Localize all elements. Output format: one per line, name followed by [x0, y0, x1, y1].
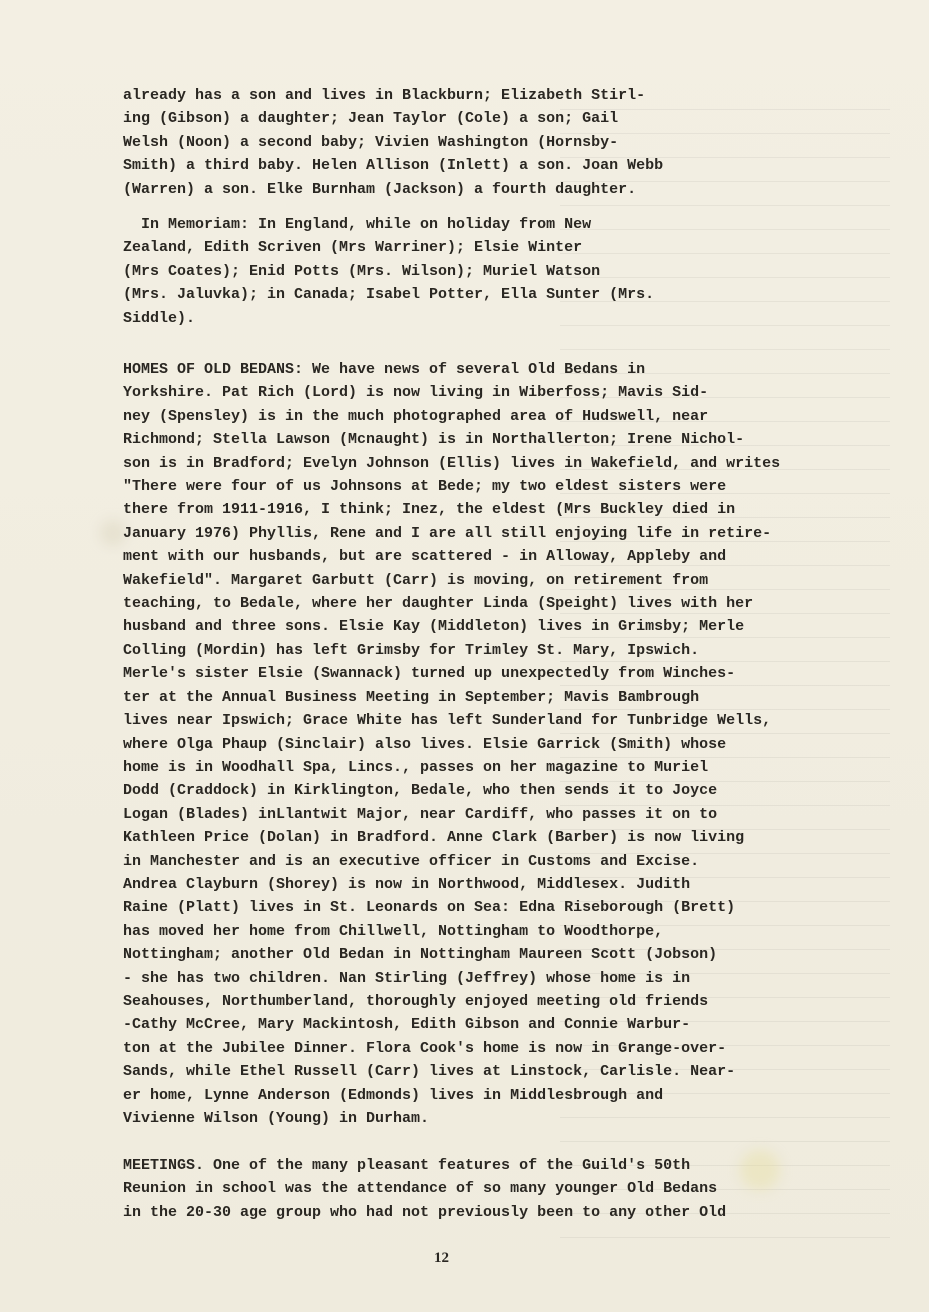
paragraph-in-memoriam: In Memoriam: In England, while on holiday from New Zealand, Edith Scriven (Mrs Warriner); Elsie Winter (Mrs Coates); Enid Potts (Mrs. Wilson); Muriel Watson (Mrs. Jaluvka); in Canada; Isabel Potter, Ella Sunter (Mrs. Siddle). [123, 216, 655, 327]
paragraph-births: already has a son and lives in Blackburn; Elizabeth Stirl- ing (Gibson) a daughter; Jean Taylor (Cole) a son; Gail Welsh (Noon) a second baby; Vivien Washington (Hornsby- Smith) a third baby. Helen Allison (Inlett) a son. Joan Webb (Warren) a son. Elke Burnham (Jackson) a fourth daughter. [123, 87, 664, 198]
page-number: 12 [434, 1250, 449, 1266]
paragraph-homes-of-old-bedans: HOMES OF OLD BEDANS: We have news of several Old Bedans in Yorkshire. Pat Rich (Lord) is now living in Wiberfoss; Mavis Sid- ney (Spensley) is in the much photographed area of Hudswell, near Richmond; Stella Lawson (Mcnaught) is in Northallerton; Irene Nichol- son is in Bradford; Evelyn Johnson (Ellis) lives in Wakefield, and writes "There were four of us Johnsons at Bede; my two eldest sisters were there from 1911-1916, I think; Inez, the eldest (Mrs Buckley died in January 1976) Phyllis, Rene and I are all still enjoying life in retire- ment with our husbands, but are scattered - in Alloway, Appleby and Wakefield". Margaret Garbutt (Carr) is moving, on retirement from teaching, to Bedale, where her daughter Linda (Speight) lives with her husband and three sons. Elsie Kay (Middleton) lives in Grimsby; Merle Colling (Mordin) has left Grimsby for Trimley St. Mary, Ipswich. Merle's sister Elsie (Swannack) turned up unexpectedly from Winches- ter at the Annual Business Meeting in September; Mavis Bambrough lives near Ipswich; Grace White has left Sunderland for Tunbridge Wells, where Olga Phaup (Sinclair) also lives. Elsie Garrick (Smith) whose home is in Woodhall Spa, Lincs., passes on her magazine to Muriel Dodd (Craddock) in Kirklington, Bedale, who then sends it to Joyce Logan (Blades) inLlantwit Major, near Cardiff, who passes it on to Kathleen Price (Dolan) in Bradford. Anne Clark (Barber) is now living in Manchester and is an executive officer in Customs and Excise. Andrea Clayburn (Shorey) is now in Northwood, Middlesex. Judith Raine (Platt) lives in St. Leonards on Sea: Edna Riseborough (Brett) has moved her home from Chillwell, Nottingham to Woodthorpe, Nottingham; another Old Bedan in Nottingham Maureen Scott (Jobson) - she has two children. Nan Stirling (Jeffrey) whose home is in Seahouses, Northumberland, thoroughly enjoyed meeting old friends -Cathy McCree, Mary Mackintosh, Edith Gibson and Connie Warbur- ton at the Jubilee Dinner. Flora Cook's home is now in Grange-over- Sands, while Ethel Russell (Carr) lives at Linstock, Carlisle. Near- er home, Lynne Anderson (Edmonds) lives in Middlesbrough and Vivienne Wilson (Young) in Durham. [123, 361, 781, 1127]
paragraph-meetings: MEETINGS. One of the many pleasant features of the Guild's 50th Reunion in school was the attendance of so many younger Old Bedans in the 20-30 age group who had not previously been to any other Old [123, 1157, 727, 1221]
